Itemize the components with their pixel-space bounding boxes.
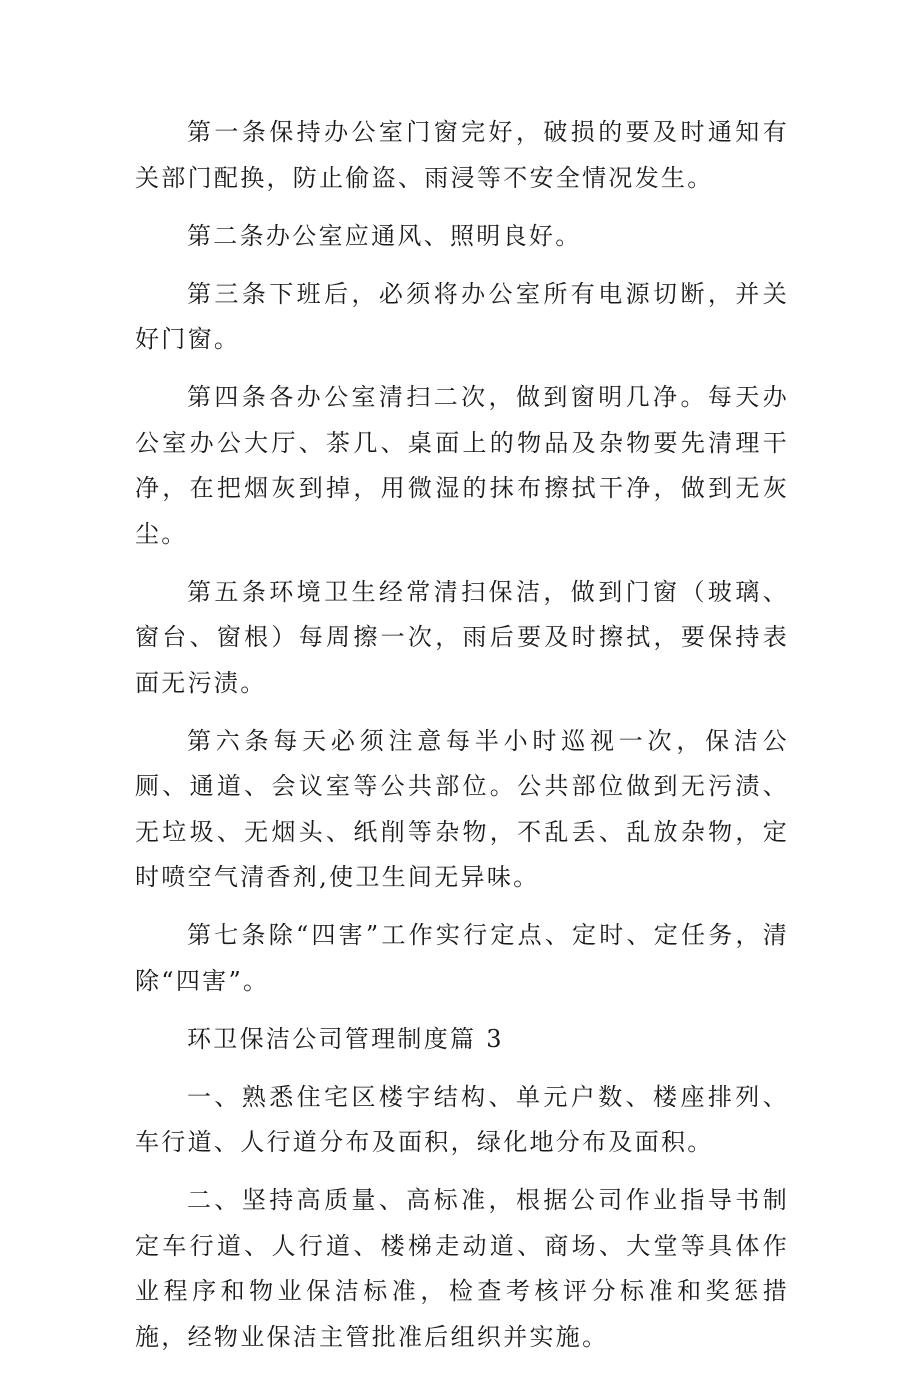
article-3-paragraph: 第三条下班后，必须将办公室所有电源切断，并关好门窗。 [135, 279, 789, 353]
article-4-paragraph: 第四条各办公室清扫二次，做到窗明几净。每天办公室办公大厅、茶几、桌面上的物品及杂物要先清理干净，在把烟灰到掉，用微湿的抹布擦拭干净，做到无灰尘。 [135, 383, 789, 548]
section-paragraph-1: 一、熟悉住宅区楼宇结构、单元户数、楼座排列、车行道、人行道分布及面积，绿化地分布及面积。 [135, 1082, 789, 1156]
article-1-paragraph: 第一条保持办公室门窗完好，破损的要及时通知有关部门配换，防止偷盗、雨浸等不安全情况发生。 [135, 118, 789, 192]
article-7-paragraph: 第七条除“四害”工作实行定点、定时、定任务，清除“四害”。 [135, 921, 789, 995]
article-6-paragraph: 第六条每天必须注意每半小时巡视一次，保洁公厕、通道、会议室等公共部位。公共部位做到无污渍、无垃圾、无烟头、纸削等杂物，不乱丢、乱放杂物，定时喷空气清香剂,使卫生间无异味。 [135, 726, 789, 891]
section-paragraph-2: 二、坚持高质量、高标准，根据公司作业指导书制定车行道、人行道、楼梯走动道、商场、大堂等具体作业程序和物业保洁标准，检查考核评分标准和奖惩措施，经物业保洁主管批准后组织并实施。 [135, 1186, 789, 1351]
section-heading: 环卫保洁公司管理制度篇 3 [187, 1024, 504, 1053]
article-5-paragraph: 第五条环境卫生经常清扫保洁，做到门窗（玻璃、窗台、窗根）每周擦一次，雨后要及时擦拭，要保持表面无污渍。 [135, 577, 789, 697]
document-body [135, 110, 789, 1373]
article-2-paragraph: 第二条办公室应通风、照明良好。 [187, 221, 582, 250]
